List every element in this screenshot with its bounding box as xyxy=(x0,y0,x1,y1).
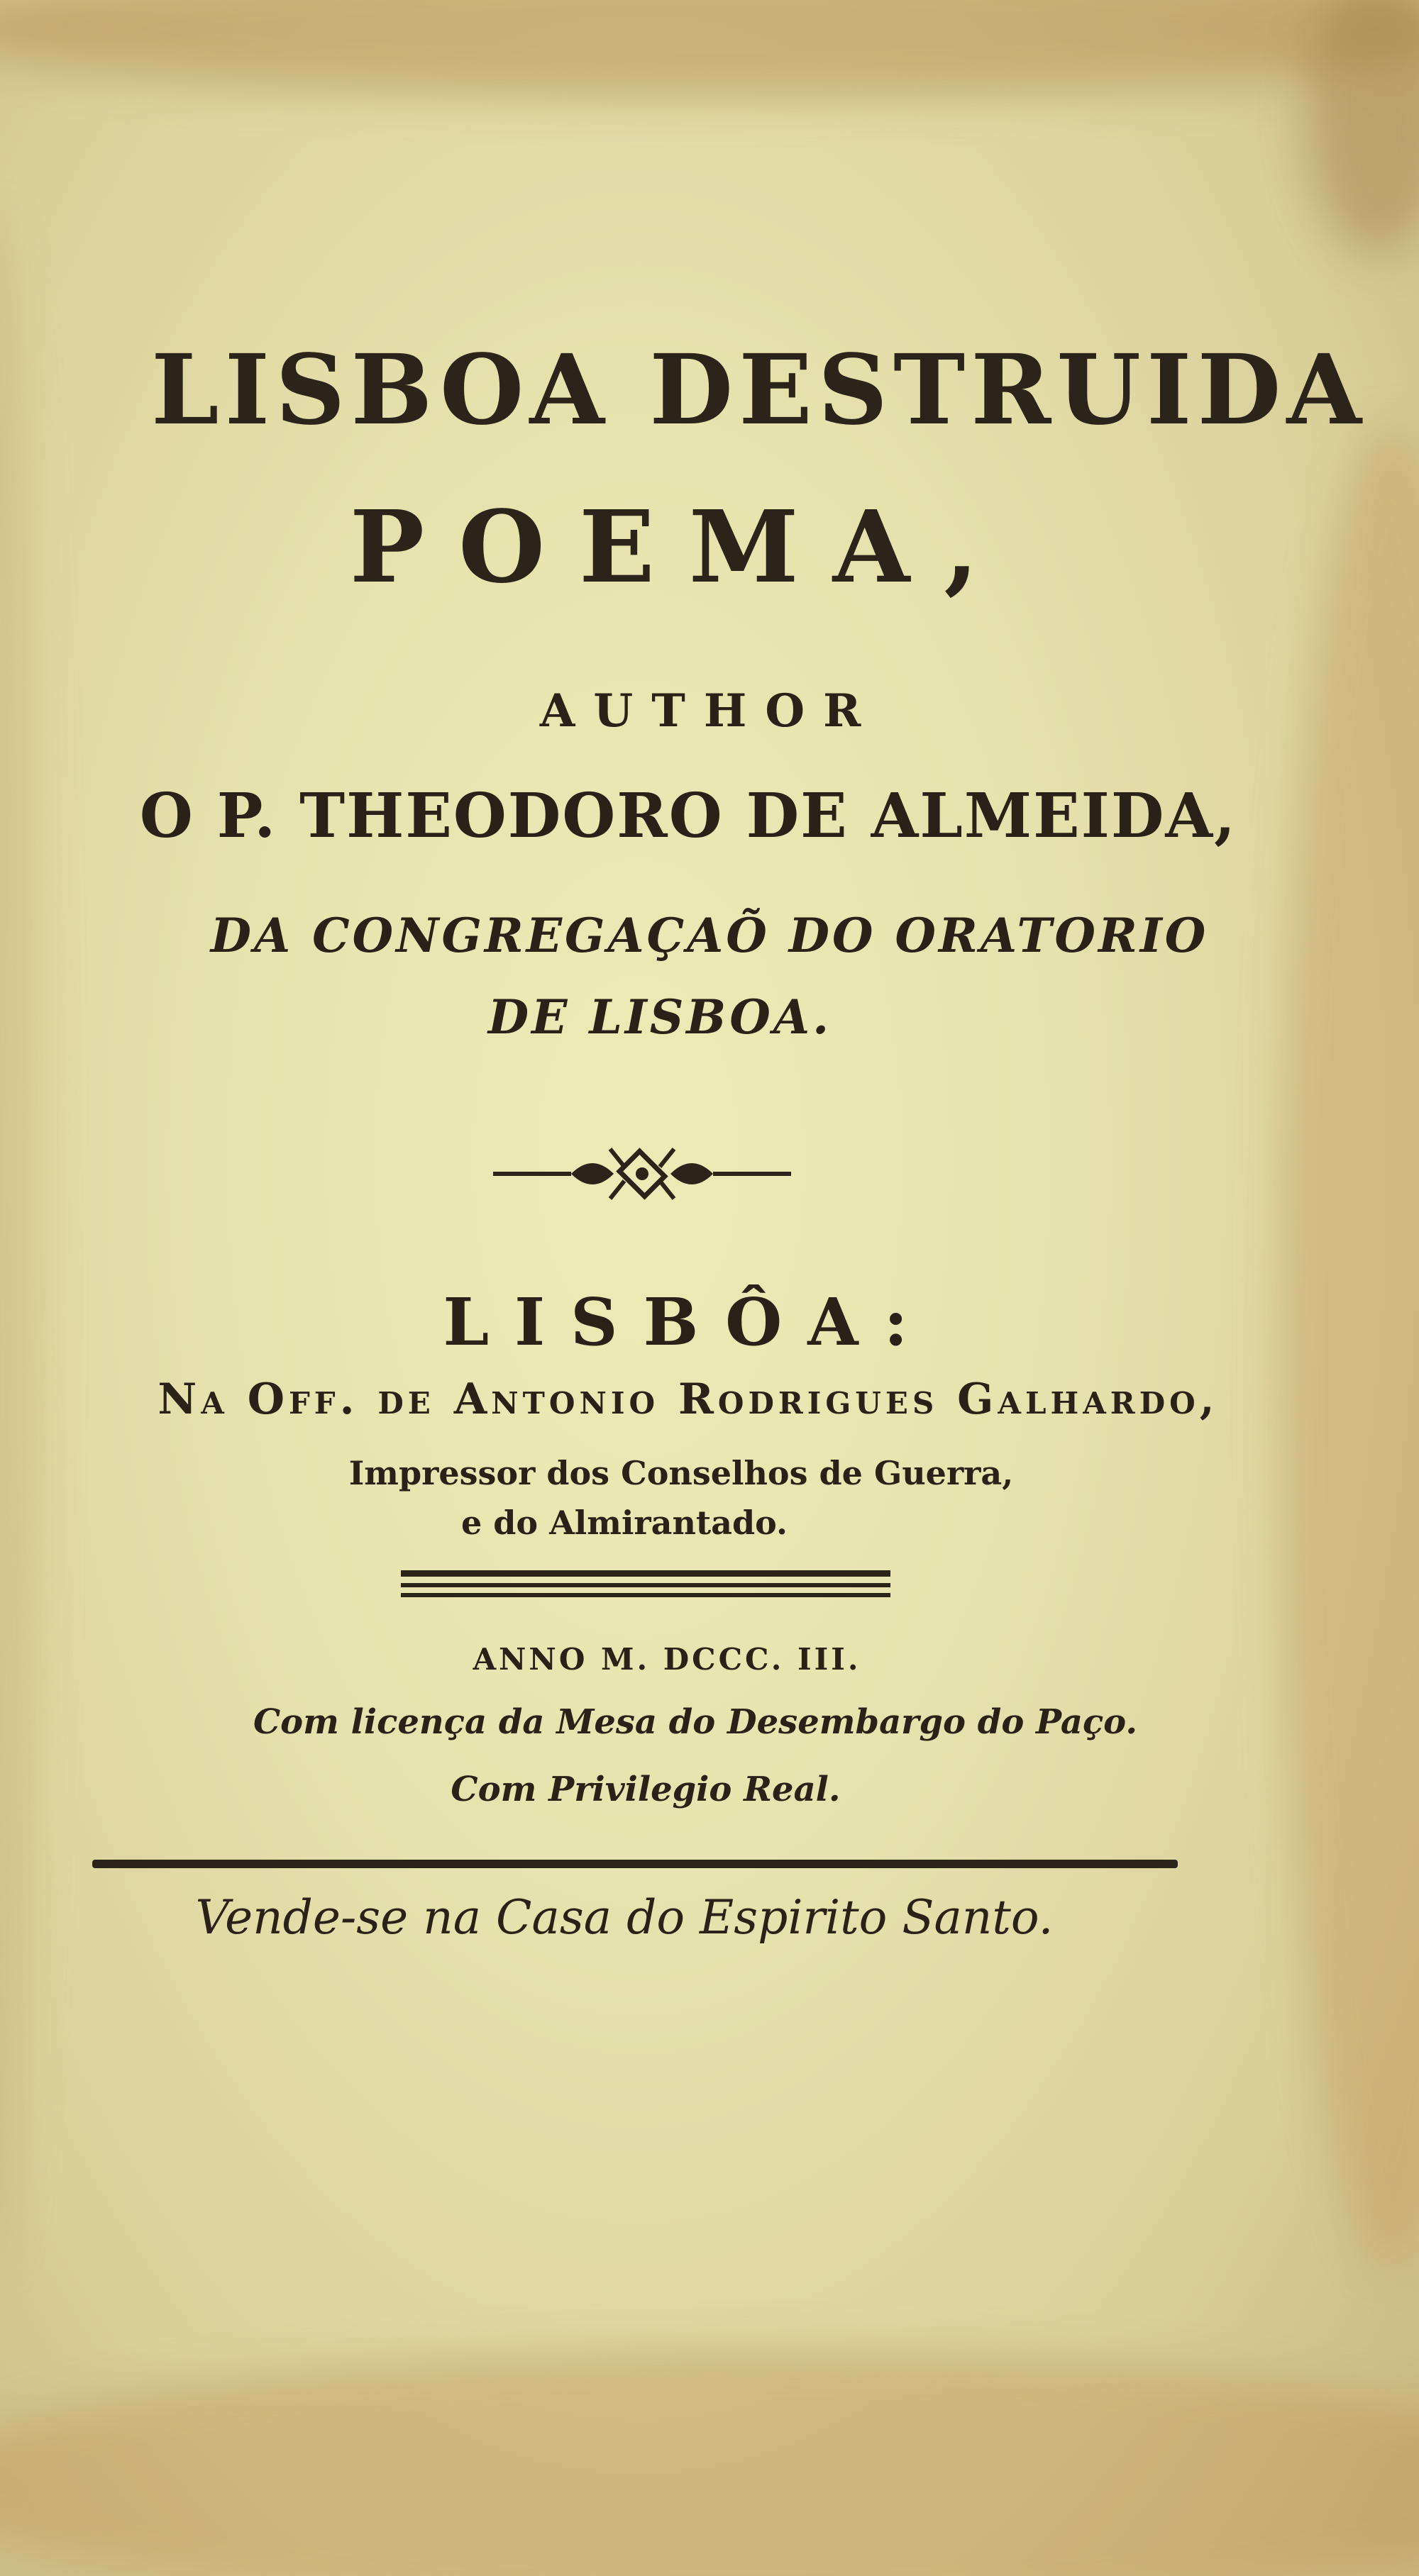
book-subtitle: POEMA, xyxy=(349,489,1013,606)
paper-stain xyxy=(0,0,1419,99)
imprint-printer: Na Off. de Antonio Rodrigues Galhardo, xyxy=(158,1375,1219,1424)
imprint-year: ANNO M. DCCC. III. xyxy=(473,1642,861,1677)
double-rule xyxy=(401,1567,890,1600)
privilege-line: Com Privilegio Real. xyxy=(451,1770,841,1809)
imprint-printer-title: Impressor dos Conselhos de Guerra, xyxy=(348,1454,1014,1492)
imprint-city: LISBÔA: xyxy=(443,1284,934,1360)
fleuron-ornament-icon xyxy=(486,1135,798,1213)
author-label: AUTHOR xyxy=(539,684,880,738)
paper-stain xyxy=(1305,0,1419,255)
horizontal-rule xyxy=(92,1860,1178,1868)
book-title: LISBOA DESTRUIDA xyxy=(151,333,1367,447)
license-line: Com licença da Mesa do Desembargo do Paço. xyxy=(253,1702,1138,1742)
author-affiliation-city: DE LISBOA. xyxy=(487,989,832,1045)
paper-stain xyxy=(0,2349,1419,2576)
author-affiliation: DA CONGREGAÇAÕ DO ORATORIO xyxy=(210,908,1209,963)
author-name: O P. THEODORO DE ALMEIDA, xyxy=(139,780,1237,852)
imprint-printer-title-2: e do Almirantado. xyxy=(460,1504,788,1542)
sold-at-line: Vende-se na Casa do Espirito Santo. xyxy=(195,1890,1054,1945)
